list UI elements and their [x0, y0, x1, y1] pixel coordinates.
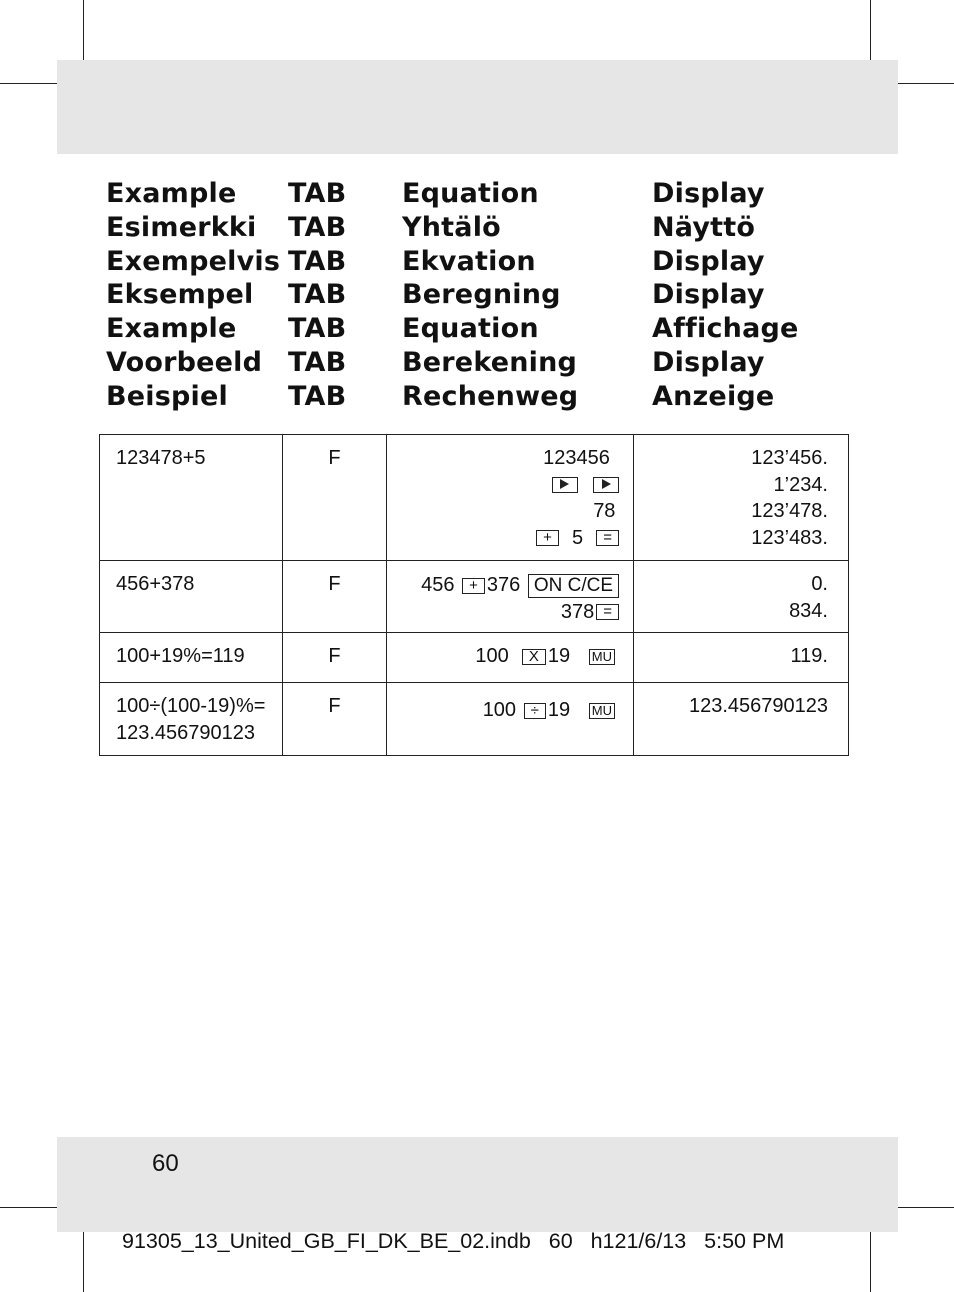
- equation-cell: [387, 633, 634, 683]
- header-cell: Equation: [402, 178, 539, 209]
- divide-key-icon: ÷: [524, 703, 546, 719]
- plus-key-icon: +: [462, 578, 485, 594]
- footer-page: 60: [548, 1229, 573, 1253]
- markup-key-icon: MU: [589, 703, 615, 719]
- equation-text: 376: [486, 574, 521, 596]
- crop-mark: [898, 1207, 954, 1208]
- right-arrow-key-icon: [593, 477, 619, 493]
- plus-key-icon: +: [536, 530, 559, 546]
- example-text: 123.456790123: [116, 721, 256, 744]
- header-cell: Yhtälö: [402, 211, 501, 243]
- equals-key-icon: =: [596, 604, 619, 620]
- display-cell: [634, 561, 849, 633]
- header-cell: Affichage: [652, 313, 799, 345]
- equation-text: 19: [547, 645, 571, 667]
- header-tab-column: [288, 177, 346, 414]
- display-value: 1’234.: [773, 473, 828, 496]
- equation-text: 100: [475, 645, 509, 667]
- header-cell: Example: [106, 313, 237, 345]
- header-cell: Berekening: [402, 346, 578, 378]
- equals-key-icon: =: [596, 530, 619, 546]
- header-cell: Display: [652, 346, 765, 378]
- header-cell: Rechenweg: [402, 380, 579, 412]
- header-cell: TAB: [288, 313, 347, 345]
- crop-mark: [83, 1232, 84, 1292]
- header-cell: Näyttö: [652, 211, 756, 243]
- equation-cell: [387, 561, 634, 633]
- page-number: 60: [152, 1150, 179, 1177]
- right-arrow-key-icon: [552, 477, 578, 493]
- equation-text: 78: [593, 500, 616, 522]
- example-cell: 123478+5: [100, 435, 283, 561]
- header-cell: Voorbeeld: [106, 346, 263, 378]
- crop-mark: [870, 1232, 871, 1292]
- header-cell: TAB: [288, 178, 347, 209]
- tab-cell: F: [283, 633, 387, 683]
- display-cell: 123.456790123: [634, 683, 849, 756]
- header-cell: Exempelvis: [106, 245, 281, 277]
- display-value: 0.: [811, 573, 828, 595]
- header-cell: TAB: [288, 245, 347, 277]
- crop-mark: [0, 83, 57, 84]
- tab-cell: F: [283, 435, 387, 561]
- footer-filename: 91305_13_United_GB_FI_DK_BE_02.indb: [122, 1229, 531, 1253]
- equation-text: 456: [421, 574, 455, 596]
- table-row: [100, 683, 849, 756]
- bottom-band: [57, 1137, 898, 1232]
- equation-text: 378: [560, 600, 595, 623]
- equation-text: 123456: [543, 447, 610, 469]
- header-cell: Display: [652, 245, 765, 277]
- example-cell: 456+378: [100, 561, 283, 633]
- crop-mark: [870, 0, 871, 60]
- footer-date: h121/6/13: [590, 1229, 687, 1253]
- header-cell: Equation: [402, 313, 539, 345]
- tab-cell: F: [283, 683, 387, 756]
- equation-text: 100: [482, 699, 517, 721]
- header-equation-column: [402, 177, 578, 414]
- header-cell: TAB: [288, 380, 347, 412]
- table-row: [100, 633, 849, 683]
- header-cell: Beispiel: [106, 380, 228, 412]
- example-cell: 100+19%=119: [100, 633, 283, 683]
- header-cell: Display: [652, 279, 765, 311]
- header-display-column: [652, 177, 799, 414]
- print-footer: [122, 1229, 784, 1254]
- header-cell: TAB: [288, 279, 347, 311]
- header-cell: TAB: [288, 211, 347, 243]
- example-cell: [100, 683, 283, 756]
- top-band: [57, 60, 898, 154]
- footer-time: 5:50 PM: [704, 1229, 785, 1253]
- header-cell: Beregning: [402, 279, 561, 311]
- markup-key-icon: MU: [589, 649, 615, 665]
- header-cell: Esimerkki: [106, 211, 257, 243]
- on-clear-key-icon: ON C/CE: [528, 574, 619, 598]
- equation-text: 5: [571, 526, 584, 549]
- table-row: [100, 561, 849, 633]
- header-example-column: [106, 177, 280, 414]
- display-cell: 119.: [634, 633, 849, 683]
- header-cell: Ekvation: [402, 245, 536, 277]
- equation-cell: [387, 435, 634, 561]
- table-row: [100, 435, 849, 561]
- multiply-key-icon: X: [522, 649, 546, 665]
- display-cell: [634, 435, 849, 561]
- tab-cell: F: [283, 561, 387, 633]
- equation-cell: [387, 683, 634, 756]
- display-value: 834.: [789, 599, 828, 622]
- display-value: 123’478.: [751, 500, 828, 522]
- crop-mark: [898, 83, 954, 84]
- crop-mark: [83, 0, 84, 60]
- header-cell: Display: [652, 178, 765, 209]
- display-value: 123’456.: [751, 447, 828, 469]
- header-cell: Anzeige: [652, 380, 775, 412]
- display-value: 123’483.: [751, 526, 828, 549]
- header-cell: Example: [106, 178, 237, 209]
- example-text: 100÷(100-19)%=: [116, 695, 266, 717]
- header-cell: TAB: [288, 346, 347, 378]
- example-table: [99, 434, 849, 756]
- equation-text: 19: [547, 699, 571, 721]
- crop-mark: [0, 1207, 57, 1208]
- header-cell: Eksempel: [106, 279, 254, 311]
